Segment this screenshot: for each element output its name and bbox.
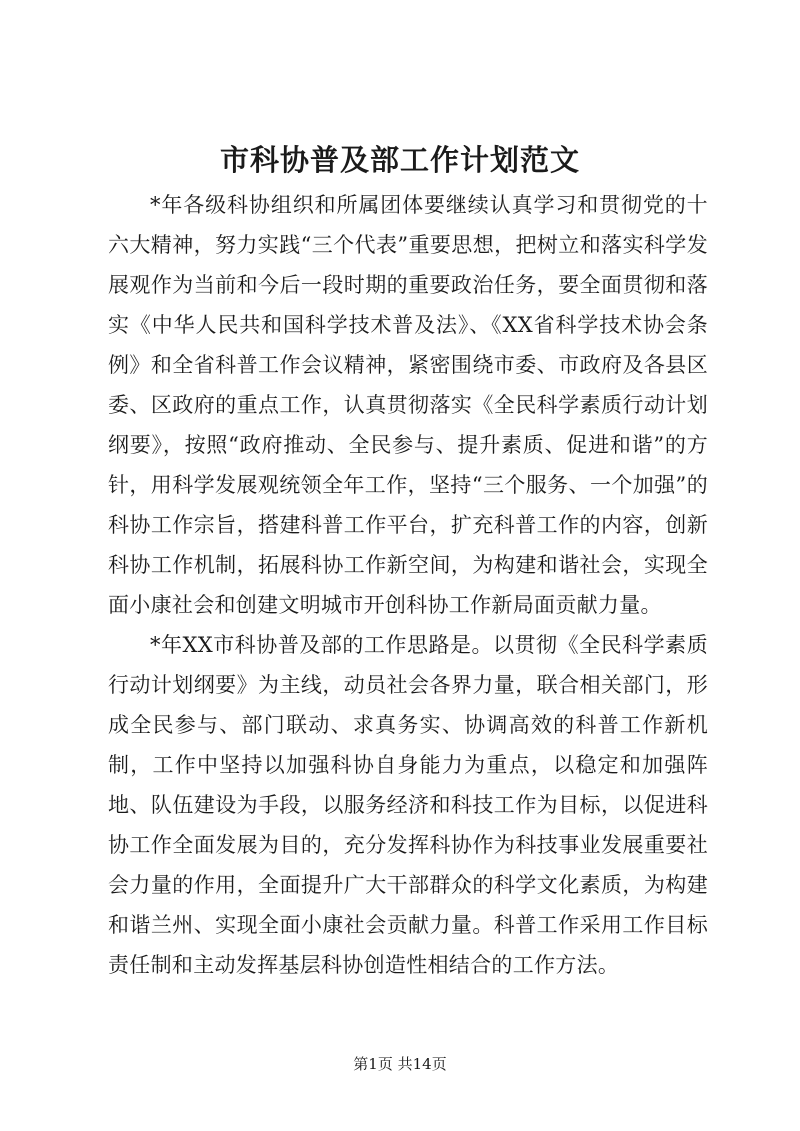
document-title: 市科协普及部工作计划范文: [219, 143, 580, 177]
paragraph-1: *年各级科协组织和所属团体要继续认真学习和贯彻党的十六大精神，努力实践“三个代表”重要思想，把树立和落实科学发展观作为当前和今后一段时期的重要政治任务，要全面贯彻和落实《中华人民共和国科学技术普及法》、《XX省科学技术协会条例》和全省科普工作会议精神，紧密围绕市委、市政府及各县区委、区政府的重点工作，认真贯彻落实《全民科学素质行动计划纲要》，按照“政府推动、全民参与、提升素质、促进和谐”的方针，用科学发展观统领全年工作，坚持“三个服务、一个加强”的科协工作宗旨，搭建科普工作平台，扩充科普工作的内容，创新科协工作机制，拓展科协工作新空间，为构建和谐社会，实现全面小康社会和创建文明城市开创科协工作新局面贡献力量。: [108, 193, 708, 617]
page-footer: 第1页 共14页: [353, 1055, 447, 1073]
document-body: [108, 185, 708, 985]
paragraph-2: *年XX市科协普及部的工作思路是。以贯彻《全民科学素质行动计划纲要》为主线，动员社会各界力量，联合相关部门，形成全民参与、部门联动、求真务实、协调高效的科普工作新机制，工作中坚持以加强科协自身能力为重点，以稳定和加强阵地、队伍建设为手段，以服务经济和科技工作为目标，以促进科协工作全面发展为目的，充分发挥科协作为科技事业发展重要社会力量的作用，全面提升广大干部群众的科学文化素质，为构建和谐兰州、实现全面小康社会贡献力量。科普工作采用工作目标责任制和主动发挥基层科协创造性相结合的工作方法。: [108, 633, 708, 977]
